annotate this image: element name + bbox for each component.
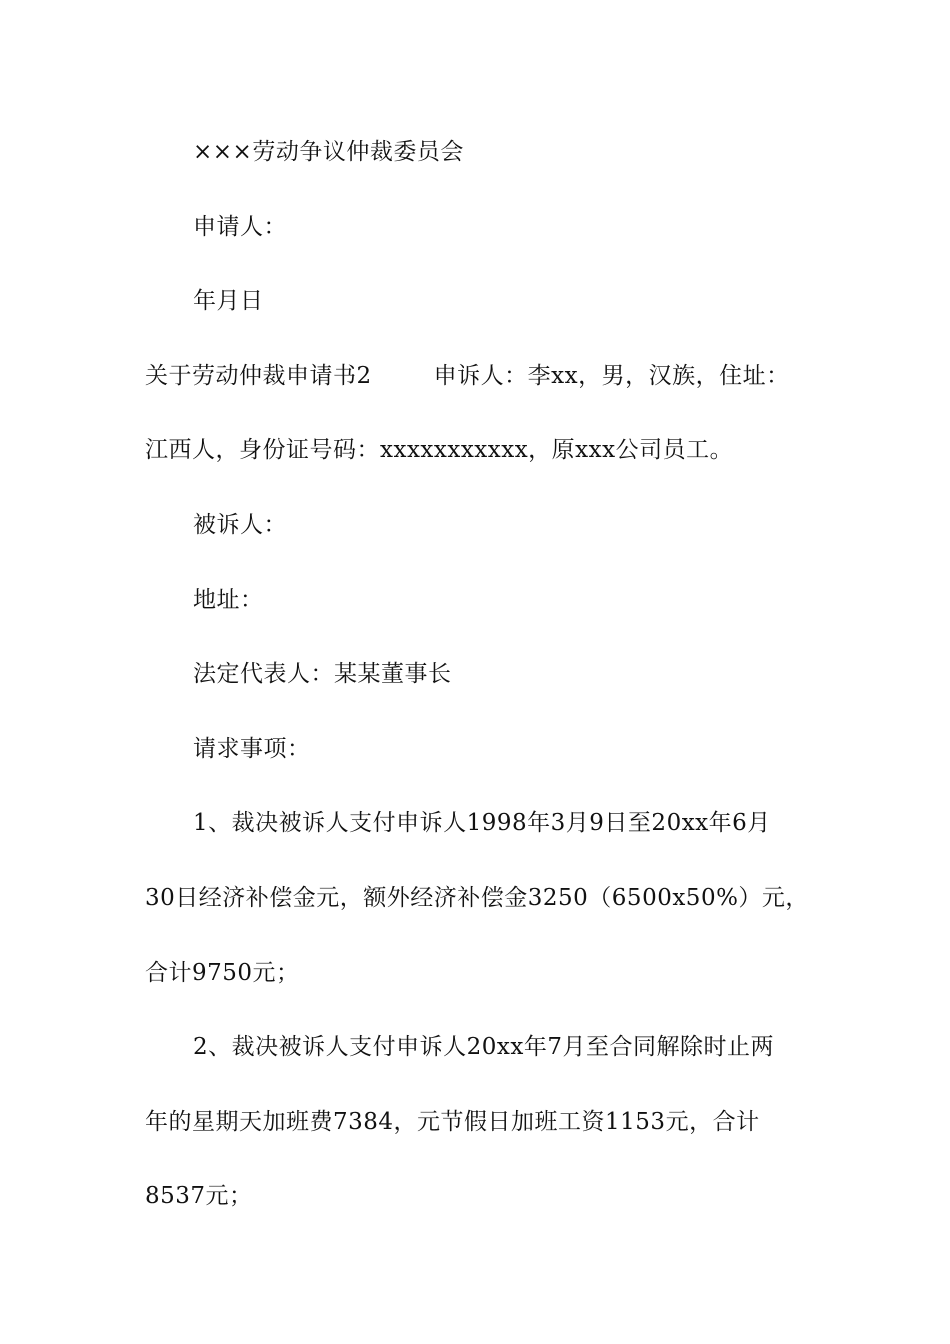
date-line: 年月日 xyxy=(193,288,264,314)
claim-1-line-1: 1、裁决被诉人支付申诉人1998年3月9日至20xx年6月 xyxy=(193,810,771,836)
committee-heading: ×××劳动争议仲裁委员会 xyxy=(193,139,464,165)
respondent-label: 被诉人： xyxy=(193,512,287,538)
complainant-id-line: 江西人，身份证号码：xxxxxxxxxxx，原xxx公司员工。 xyxy=(145,437,734,463)
claim-2-line-3: 8537元； xyxy=(145,1183,253,1209)
applicant-label: 申请人： xyxy=(193,214,287,240)
claim-2-line-1: 2、裁决被诉人支付申诉人20xx年7月至合同解除时止两 xyxy=(193,1034,774,1060)
claim-1-line-3: 合计9750元； xyxy=(145,960,300,986)
legal-representative: 法定代表人：某某董事长 xyxy=(193,661,452,687)
claims-heading: 请求事项： xyxy=(193,736,311,762)
complainant-info: 申诉人：李xx，男，汉族，住址： xyxy=(433,363,790,389)
claim-1-line-2: 30日经济补偿金元，额外经济补偿金3250（6500x50%）元， xyxy=(145,885,809,911)
title-line xyxy=(145,361,790,391)
address-label: 地址： xyxy=(193,587,264,613)
claim-2-line-2: 年的星期天加班费7384，元节假日加班工资1153元，合计 xyxy=(145,1109,760,1135)
document-title: 关于劳动仲裁申请书2 xyxy=(145,363,372,389)
